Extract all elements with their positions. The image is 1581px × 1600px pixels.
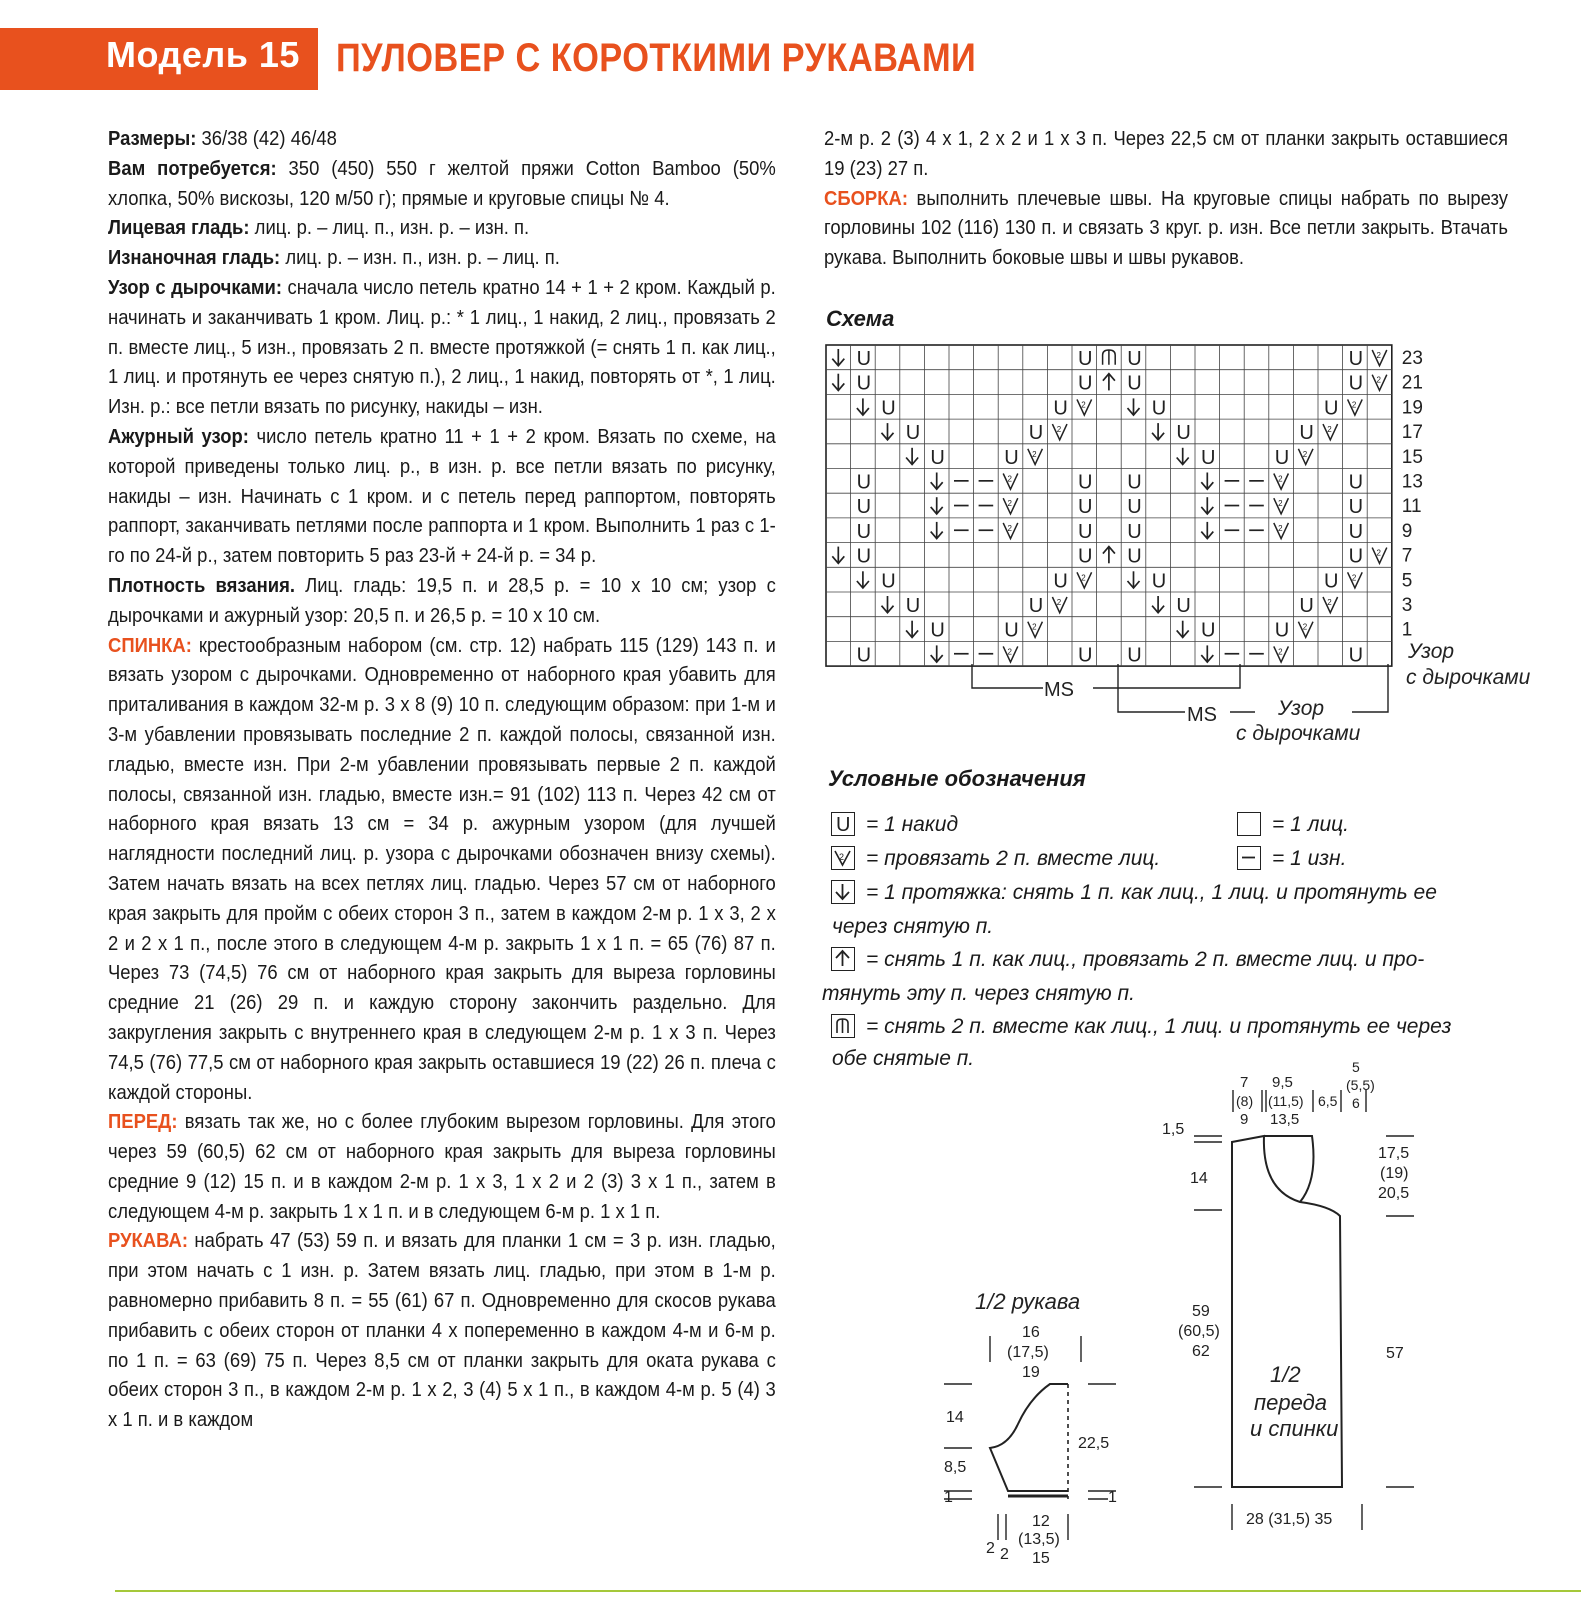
sleeves-label: РУКАВА:	[108, 1229, 189, 1253]
legend-knit: = 1 лиц.	[1272, 813, 1349, 836]
yo-cell: U	[856, 520, 872, 543]
yo-cell: U	[1078, 644, 1093, 667]
yo-cell: U	[1004, 619, 1019, 642]
schema-title: Схема	[826, 306, 895, 331]
yo-cell: U	[930, 619, 945, 642]
svg-text:2: 2	[1278, 499, 1283, 509]
gauge-label: Плотность вязания.	[108, 573, 295, 597]
yo-cell: U	[1201, 446, 1216, 469]
yo-cell: U	[1078, 372, 1093, 395]
svg-text:2: 2	[1351, 573, 1357, 583]
yo-cell: U	[1176, 422, 1191, 445]
yo-cell: U	[856, 496, 872, 519]
yo-cell: U	[905, 595, 921, 617]
lace-text: число петель кратно 11 + 1 + 2 кром. Вязать по схеме, на которой приведены только лиц. р., в изн. р. все петли вязать по рисунку, накиды – изн. Начинать с 1 кром. и с петель перед раппортом, повторять раппорт, заканчивать петлями после раппорта и 1 кром. Выполнить 1 раз с 1-го по 24-й р., затем повторить 5 раз 23-й + 24-й р. = 34 р.	[108, 424, 776, 568]
yo-cell: U	[1078, 348, 1093, 370]
eyelet-label: Узор с дырочками:	[108, 275, 282, 299]
legend-ssk-line-1: = 1 протяжка: снять 1 п. как лиц., 1 лиц. и протянуть ее	[866, 881, 1437, 904]
svg-text:2: 2	[1278, 523, 1283, 533]
legend-sk2p-line-2: тянуть эту п. через снятую п.	[822, 982, 1135, 1005]
chart-row-number: 15	[1401, 446, 1423, 468]
assembly-label: СБОРКА:	[824, 186, 908, 210]
svg-text:2: 2	[1007, 647, 1012, 657]
legend-s2kp-line-2: обе снятые п.	[832, 1047, 975, 1070]
body-right-19: (19)	[1380, 1165, 1409, 1182]
yo-cell: U	[856, 644, 872, 667]
yo-cell: U	[1127, 471, 1142, 494]
side-eyelet-label-2: с дырочками	[1406, 666, 1531, 689]
sleeve-bot-2b: 2	[1000, 1546, 1009, 1563]
yo-cell: U	[1127, 520, 1142, 543]
body-top-115: (11,5)	[1268, 1093, 1304, 1109]
legend-s2kp-line-1: = снять 2 п. вместе как лиц., 1 лиц. и протянуть ее через	[866, 1015, 1452, 1038]
sleeve-title: 1/2 рукава	[975, 1289, 1081, 1314]
sleeve-bot-12: 12	[1032, 1513, 1050, 1530]
sizes-text: 36/38 (42) 46/48	[196, 127, 337, 150]
legend-title: Условные обозначения	[828, 766, 1086, 791]
yo-cell: U	[1274, 446, 1290, 469]
bottom-rule	[115, 1590, 1581, 1592]
sleeve-bot-135: (13,5)	[1018, 1531, 1060, 1548]
legend-purl: = 1 изн.	[1272, 847, 1347, 870]
front-text: вязать так же, но с более глубоким вырезом горловины. Для этого через 59 (60,5) 62 см от наборного края закрыть для выреза горловины средние 9 (12) 15 п. и в каждом 2-м р. 1 х 3, 1 х 2 и 2 (3) 3 х 1 п., затем в следующем 4-м р. закрыть 1 х 1 п. и в следующем 6-м р. 1 х 1 п.	[108, 1110, 776, 1223]
body-top-55: (5,5)	[1346, 1077, 1375, 1093]
chart-row-number: 1	[1401, 619, 1413, 641]
sleeve-bot-15: 15	[1032, 1550, 1050, 1567]
sleeve-left-1: 1	[944, 1489, 953, 1506]
sleeves-text: набрать 47 (53) 59 п. и вязать для планки 1 см = 3 р. изн. гладью, при этом начать с 1 изн. р. Затем вязать лиц. гладью, при этом в 1-м р. равномерно прибавить 8 п. = 55 (61) 67 п. Одновременно для скосов рукава прибавить с обеих сторон от планки 4 х попеременно в каждом 4-м и 6-м р. по 1 п. = 63 (69) 75 п. Через 8,5 см от планки закрыть для оката рукава с обеих сторон 3 п., в каждом 2-м р. 1 х 2, 3 (4) 5 х 1 п., в каждом 4-м р. 5 (4) 3 х 1 п. и в каждом	[108, 1229, 776, 1432]
sleeve-bot-2a: 2	[986, 1540, 995, 1557]
body-top-95: 9,5	[1272, 1074, 1293, 1091]
legend-sk2p-line-1: = снять 1 п. как лиц., провязать 2 п. вместе лиц. и про-	[866, 948, 1425, 971]
body-center-1: 1/2	[1270, 1362, 1301, 1387]
chart-row-number: 19	[1401, 397, 1423, 419]
body-top-135: 13,5	[1270, 1111, 1300, 1128]
back-label: СПИНКА:	[108, 633, 192, 657]
svg-text:2: 2	[1302, 449, 1308, 459]
yo-cell: U	[1151, 397, 1167, 420]
chart-row-number: 3	[1401, 595, 1413, 616]
sleeve-left-85: 8,5	[944, 1459, 967, 1476]
yo-cell: U	[1348, 471, 1364, 494]
yo-cell: U	[1299, 422, 1314, 445]
lace-label: Ажурный узор:	[108, 424, 249, 448]
yo-cell: U	[1348, 644, 1364, 667]
chart-row-number: 11	[1401, 496, 1422, 518]
chart-row-number: 7	[1401, 545, 1413, 567]
svg-text:2: 2	[1278, 647, 1283, 657]
yo-cell: U	[856, 372, 872, 395]
stockinette-label: Лицевая гладь:	[108, 216, 250, 240]
chart-row-number: 17	[1401, 422, 1423, 444]
sleeve-top-19: 19	[1022, 1364, 1040, 1381]
chart-row-number: 5	[1401, 570, 1413, 592]
yo-cell: U	[1053, 397, 1068, 420]
reverse-label: Изнаночная гладь:	[108, 246, 281, 270]
svg-text:2: 2	[1376, 548, 1381, 558]
body-left-59: 59	[1192, 1303, 1210, 1320]
back-text: крестообразным набором (см. стр. 12) набрать 115 (129) 143 п. и вязать узором с дырочками. Одновременно от наборного края убавить для приталивания в каждом 32-м р. 3 х 8 (9) 10 п. следующим образом: при 1-м и 3-м убавлении провязывать последние 2 п. каждой полосы, связанной изн. гладью, вместе изн. При 2-м убавлении провязывать первые 2 п. каждой полосы, связанной изн. гладью, вместе изн.= 91 (102) 113 п. Через 42 см от наборного края вязать 13 см = 34 р. ажурным узором (для лучшей наглядности последний лиц. р. узора с дырочками обозначен внизу схемы). Затем начать вязать на всех петлях лиц. гладью. Через 57 см от наборного края закрыть для пройм с обеих сторон 3 п., затем в каждом 2-м р. 1 х 3, 2 х 2 и 2 х 1 п., после этого в следующем 4-м р. закрыть 1 х 1 п. = 65 (76) 87 п. Через 73 (74,5) 76 см от наборного края закрыть для выреза горловины средние 21 (26) 29 п. и каждую сторону закончить раздельно. Для закругления закрыть с внутреннего края в следующем 2-м р. 1 х 3 п. Через 74,5 (76) 77,5 см от наборного края закрыть оставшиеся 19 (22) 26 п. плеча с каждой стороны.	[108, 633, 776, 1104]
body-left-14: 14	[1190, 1170, 1208, 1187]
yo-cell: U	[1324, 397, 1339, 420]
svg-text:2: 2	[1376, 351, 1381, 360]
sizes-label: Размеры:	[108, 127, 197, 150]
yo-cell: U	[1078, 496, 1093, 519]
sleeve-outline	[990, 1384, 1068, 1491]
sleeve-top-16: 16	[1022, 1324, 1040, 1341]
body-right-175: 17,5	[1378, 1145, 1410, 1162]
yo-cell: U	[1348, 520, 1364, 543]
yo-cell: U	[1299, 595, 1314, 617]
page-title: ПУЛОВЕР С КОРОТКИМИ РУКАВАМИ	[336, 36, 977, 80]
eyelet-text: сначала число петель кратно 14 + 1 + 2 кром. Каждый р. начинать и заканчивать 1 кром. Лиц. р.: * 1 лиц., 1 накид, 2 лиц., провязать 2 п. вместе лиц., 5 изн., провязать 2 п. вместе протяжкой (= снять 1 п. как лиц., 1 лиц. и протянуть ее через снятую п.), 2 лиц., 1 накид, повторять от *, 1 лиц. Изн. р.: все петли вязать по рисунку, накиды – изн.	[108, 275, 776, 419]
body-top-65: 6,5	[1318, 1093, 1338, 1109]
chart-row-number: 13	[1401, 471, 1423, 493]
yo-cell: U	[1127, 545, 1142, 568]
bottom-eyelet-label-2: с дырочками	[1236, 722, 1361, 745]
body-right-57: 57	[1386, 1345, 1404, 1362]
model-number: Модель 15	[106, 34, 300, 75]
svg-text:2: 2	[839, 852, 845, 862]
chart-row-number: 21	[1401, 372, 1423, 394]
yo-cell: U	[1127, 372, 1142, 395]
stockinette-text: лиц. р. – лиц. п., изн. р. – изн. п.	[249, 216, 530, 240]
svg-text:2: 2	[1081, 400, 1086, 410]
svg-text:2: 2	[1032, 449, 1037, 459]
svg-text:2: 2	[1032, 622, 1037, 632]
svg-text:2: 2	[1327, 598, 1332, 607]
yo-cell: U	[1127, 496, 1142, 519]
yo-cell: U	[856, 348, 872, 370]
sleeve-right-1: 1	[1108, 1489, 1117, 1506]
legend-k2tog: = провязать 2 п. вместе лиц.	[866, 847, 1161, 870]
yo-cell: U	[905, 422, 921, 445]
body-bottom: 28 (31,5) 35	[1246, 1511, 1333, 1528]
legend-yo: = 1 накид	[866, 813, 959, 836]
body-left-62: 62	[1192, 1343, 1210, 1360]
svg-text:2: 2	[1327, 425, 1332, 435]
svg-text:2: 2	[1351, 400, 1357, 410]
gauge-text: Лиц. гладь: 19,5 п. и 28,5 р. = 10 х 10 см; узор с дырочками и ажурный узор: 20,5 п. и 26,5 р. = 10 х 10 см.	[108, 573, 776, 627]
yo-cell: U	[1151, 570, 1167, 593]
body-neck	[1264, 1136, 1314, 1202]
materials-label: Вам потребуется:	[108, 156, 277, 180]
svg-text:2: 2	[1376, 375, 1381, 385]
assembly-text: выполнить плечевые швы. На круговые спицы набрать по вырезу горловины 102 (116) 130 п. и связать 3 круг. р. изн. Все петли закрыть. Втачать рукава. Выполнить боковые швы и швы рукавов.	[824, 186, 1508, 270]
side-eyelet-label-1: Узор	[1408, 640, 1455, 663]
body-top-7: 7	[1240, 1074, 1249, 1091]
body-center-3: и спинки	[1250, 1416, 1339, 1441]
legend-ssk-line-2: через снятую п.	[832, 915, 994, 938]
yo-cell: U	[1324, 570, 1339, 593]
yo-cell: U	[1201, 619, 1216, 642]
materials-text: 350 (450) 550 г желтой пряжи Cotton Bamboo (50% хлопка, 50% вискозы, 120 м/50 г); прямые и круговые спицы № 4.	[108, 156, 776, 210]
svg-text:2: 2	[1007, 474, 1012, 484]
body-left-15: 1,5	[1162, 1121, 1185, 1138]
yo-cell: U	[1348, 348, 1364, 370]
reverse-text: лиц. р. – изн. п., изн. р. – лиц. п.	[280, 246, 560, 270]
yo-cell: U	[881, 570, 896, 593]
sleeves-continued: 2-м р. 2 (3) 4 х 1, 2 х 2 и 1 х 3 п. Через 22,5 см от планки закрыть оставшиеся 19 (23) 27 п.	[824, 127, 1508, 180]
yo-cell: U	[1028, 422, 1044, 445]
yo-cell: U	[1127, 348, 1142, 370]
yo-cell: U	[1053, 570, 1068, 593]
body-left-605: (60,5)	[1178, 1323, 1220, 1340]
yo-cell: U	[1078, 545, 1093, 568]
yo-cell: U	[1127, 644, 1142, 667]
yo-cell: U	[1028, 595, 1044, 617]
yo-cell: U	[1078, 520, 1093, 543]
body-right-205: 20,5	[1378, 1185, 1410, 1202]
svg-text:U: U	[836, 814, 851, 834]
sleeve-left-14: 14	[946, 1409, 964, 1426]
ms-label-1: MS	[1044, 679, 1074, 701]
yo-cell: U	[1348, 545, 1364, 568]
svg-text:2: 2	[1007, 523, 1012, 533]
ms-label-2: MS	[1187, 704, 1217, 726]
front-label: ПЕРЕД:	[108, 1110, 178, 1134]
body-center-2: переда	[1254, 1390, 1327, 1415]
chart-row-number: 9	[1401, 520, 1413, 542]
yo-cell: U	[1348, 496, 1364, 519]
sleeve-top-175: (17,5)	[1007, 1344, 1049, 1361]
yo-cell: U	[856, 545, 872, 568]
svg-text:2: 2	[1007, 499, 1012, 509]
yo-cell: U	[856, 471, 872, 494]
yo-cell: U	[1176, 595, 1191, 617]
svg-text:2: 2	[1302, 622, 1308, 632]
svg-text:2: 2	[1056, 598, 1062, 607]
yo-cell: U	[1274, 619, 1290, 642]
body-top-8: (8)	[1236, 1093, 1254, 1109]
body-top-5: 5	[1352, 1059, 1360, 1075]
yo-cell: U	[1348, 372, 1364, 395]
bottom-eyelet-label-1: Узор	[1278, 697, 1325, 720]
body-top-6: 6	[1352, 1095, 1360, 1111]
svg-text:2: 2	[1278, 474, 1283, 484]
svg-text:2: 2	[1056, 425, 1062, 435]
sleeve-right-225: 22,5	[1078, 1435, 1110, 1452]
yo-cell: U	[1078, 471, 1093, 494]
yo-cell: U	[881, 397, 896, 420]
chart-row-number: 23	[1401, 348, 1423, 369]
yo-cell: U	[1004, 446, 1019, 469]
svg-text:2: 2	[1081, 573, 1086, 583]
yo-cell: U	[930, 446, 945, 469]
body-top-9: 9	[1240, 1111, 1249, 1128]
